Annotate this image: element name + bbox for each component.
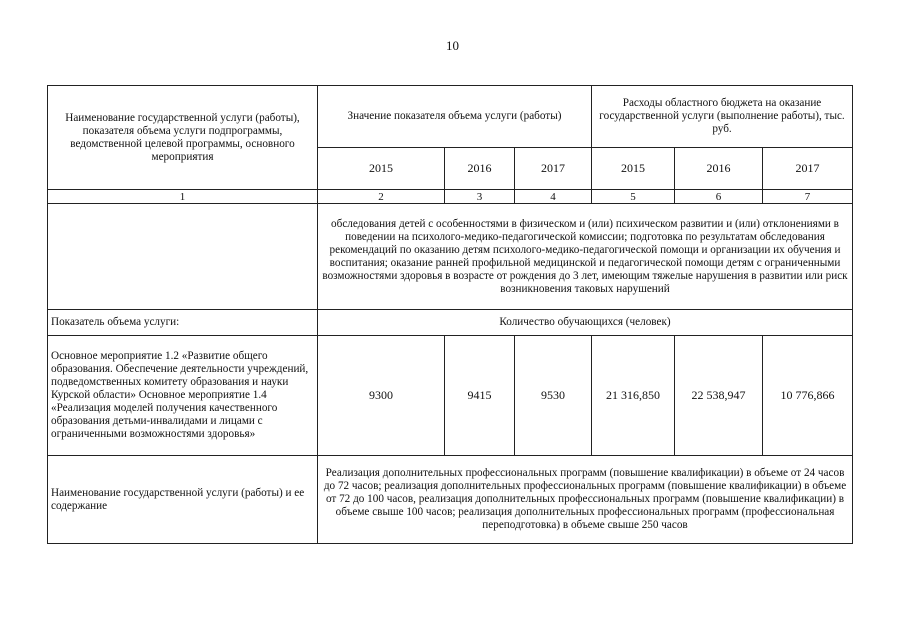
- year-cell: 2016: [445, 148, 515, 190]
- expense-2017: 10 776,866: [763, 336, 853, 456]
- column-index: 5: [592, 190, 675, 204]
- service-row: [48, 456, 853, 544]
- continuation-row: [48, 204, 853, 310]
- year-cell: 2016: [675, 148, 763, 190]
- service-content: Реализация дополнительных профессиональных программ (повышение квалификации) в объеме от 24 часов до 72 часов; реализация дополнительных профессиональных программ (повышение квалификации) в объеме от 72 до 100 часов, реализация дополнительных профессиональных программ (повышение квалификации) в объеме свыше 100 часов; реализация дополнительных профессиональных программ (профессиональная переподготовка) в объеме свыше 250 часов: [318, 456, 853, 544]
- year-cell: 2017: [515, 148, 592, 190]
- indicator-row: [48, 310, 853, 336]
- column-index: 4: [515, 190, 592, 204]
- column-index: 2: [318, 190, 445, 204]
- column-index: 7: [763, 190, 853, 204]
- column-index: 6: [675, 190, 763, 204]
- year-cell: 2015: [318, 148, 445, 190]
- header-volume-group: Значение показателя объема услуги (работы): [318, 86, 592, 148]
- indicator-value: Количество обучающихся (человек): [318, 310, 853, 336]
- service-description-continued: обследования детей с особенностями в физическом и (или) психическом развитии и (или) отклонениями в поведении на психолого-медико-педагогической комиссии; подготовка по результатам обследования рекомендаций по оказанию детям психолого-медико-педагогической помощи и организации их обучения и воспитания; оказание ранней профильной медицинской и педагогической помощи детям с ограниченными возможностями здоровья в возрасте от рождения до 3 лет, имеющим тяжелые нарушения в развитии или риск возникновения таковых нарушений: [318, 204, 853, 310]
- column-index: 3: [445, 190, 515, 204]
- empty-cell: [48, 204, 318, 310]
- budget-table: [47, 85, 853, 544]
- column-index: 1: [48, 190, 318, 204]
- volume-2015: 9300: [318, 336, 445, 456]
- year-cell: 2015: [592, 148, 675, 190]
- volume-2017: 9530: [515, 336, 592, 456]
- service-label: Наименование государственной услуги (работы) и ее содержание: [48, 456, 318, 544]
- header-expenses-group: Расходы областного бюджета на оказание государственной услуги (выполнение работы), тыс. руб.: [592, 86, 853, 148]
- year-cell: 2017: [763, 148, 853, 190]
- header-name-column: Наименование государственной услуги (работы), показателя объема услуги подпрограммы, ведомственной целевой программы, основного мероприятия: [48, 86, 318, 190]
- expense-2015: 21 316,850: [592, 336, 675, 456]
- measures-row: [48, 336, 853, 456]
- header-row-groups: [48, 86, 853, 148]
- expense-2016: 22 538,947: [675, 336, 763, 456]
- index-row: [48, 190, 853, 204]
- indicator-label: Показатель объема услуги:: [48, 310, 318, 336]
- volume-2016: 9415: [445, 336, 515, 456]
- measures-label: Основное мероприятие 1.2 «Развитие общего образования. Обеспечение деятельности учреждений, подведомственных комитету образования и науки Курской области» Основное мероприятие 1.4 «Реализация моделей получения качественного образования детьми-инвалидами и лицами с ограниченными возможностями здоровья»: [48, 336, 318, 456]
- page-number: 10: [446, 38, 459, 53]
